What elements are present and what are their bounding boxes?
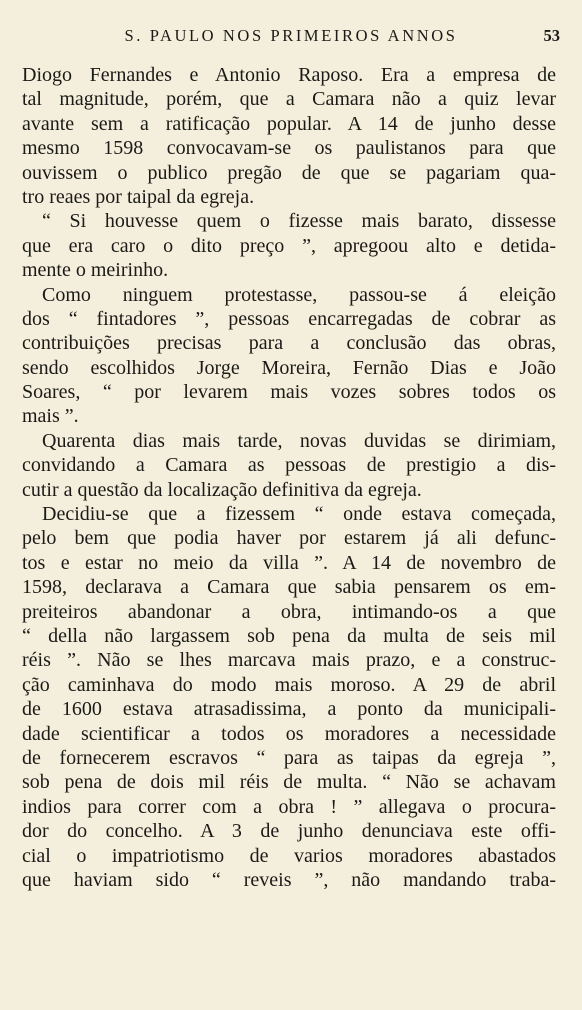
text-line: dos “ fintadores ”, pessoas encarregadas de cobrar as: [22, 307, 556, 330]
paragraph: [22, 209, 556, 282]
text-line: convidando a Camara as pessoas de prestigio a dis-: [22, 454, 556, 477]
text-line: de 1600 estava atrasadissima, a ponto da municipali-: [22, 698, 556, 721]
text-line: tos e estar no meio da villa ”. A 14 de novembro de: [22, 551, 556, 574]
text-line: tro reaes por taipal da egreja.: [22, 185, 255, 208]
text-line: Diogo Fernandes e Antonio Raposo. Era a empresa de: [22, 64, 556, 86]
text-line: tal magnitude, porém, que a Camara não a quiz levar: [22, 88, 556, 111]
text-line: ouvissem o publico pregão de que se pagariam qua-: [22, 161, 556, 184]
text-line: cutir a questão da localização definitiva da egreja.: [22, 478, 422, 501]
text-line: dor do concelho. A 3 de junho denunciava este offi-: [22, 820, 556, 843]
page-number: 53: [543, 26, 560, 45]
text-line: ção caminhava do modo mais moroso. A 29 de abril: [22, 673, 556, 696]
text-line: que era caro o dito preço ”, apregoou alto e detida-: [22, 234, 556, 257]
paragraph: [22, 283, 556, 429]
text-line: indios para correr com a obra ! ” allegava o procura-: [22, 795, 556, 818]
text-line: “ della não largassem sob pena da multa de seis mil: [22, 624, 556, 647]
text-line: pelo bem que podia haver por estarem já ali defunc-: [22, 527, 556, 550]
paragraph: [22, 429, 556, 502]
text-line: que haviam sido “ reveis ”, não mandando traba-: [22, 868, 556, 891]
text-line: mesmo 1598 convocavam-se os paulistanos para que: [22, 137, 556, 160]
text-line: Decidiu-se que a fizessem “ onde estava começada,: [42, 503, 556, 526]
paragraph: [22, 63, 556, 209]
running-title: S. PAULO NOS PRIMEIROS ANNOS: [124, 26, 458, 45]
text-line: sob pena de dois mil réis de multa. “ Não se achavam: [22, 771, 556, 794]
text-line: 1598, declarava a Camara que sabia pensarem os em-: [22, 576, 556, 599]
text-line: cial o impatriotismo de varios moradores abastados: [22, 844, 556, 867]
text-line: Como ninguem protestasse, passou-se á eleição: [42, 283, 556, 306]
text-line: contribuições precisas para a conclusão das obras,: [22, 332, 556, 355]
text-line: avante sem a ratificação popular. A 14 de junho desse: [22, 112, 556, 135]
text-line: sendo escolhidos Jorge Moreira, Fernão Dias e João: [22, 356, 556, 379]
text-line: Soares, “ por levarem mais vozes sobres todos os: [22, 381, 556, 404]
body-text: [22, 63, 556, 892]
text-line: “ Si houvesse quem o fizesse mais barato, dissesse: [42, 210, 556, 233]
text-line: dade scientificar a todos os moradores a necessidade: [22, 722, 556, 745]
text-line: preiteiros abandonar a obra, intimando-os a que: [22, 600, 556, 623]
running-head: [0, 26, 582, 50]
text-line: réis ”. Não se lhes marcava mais prazo, e a construc-: [22, 649, 556, 672]
text-line: mais ”.: [22, 405, 79, 428]
text-line: Quarenta dias mais tarde, novas duvidas se dirimiam,: [42, 429, 556, 452]
text-line: mente o meirinho.: [22, 259, 169, 282]
paragraph: [22, 502, 556, 892]
text-line: de fornecerem escravos “ para as taipas da egreja ”,: [22, 746, 556, 769]
